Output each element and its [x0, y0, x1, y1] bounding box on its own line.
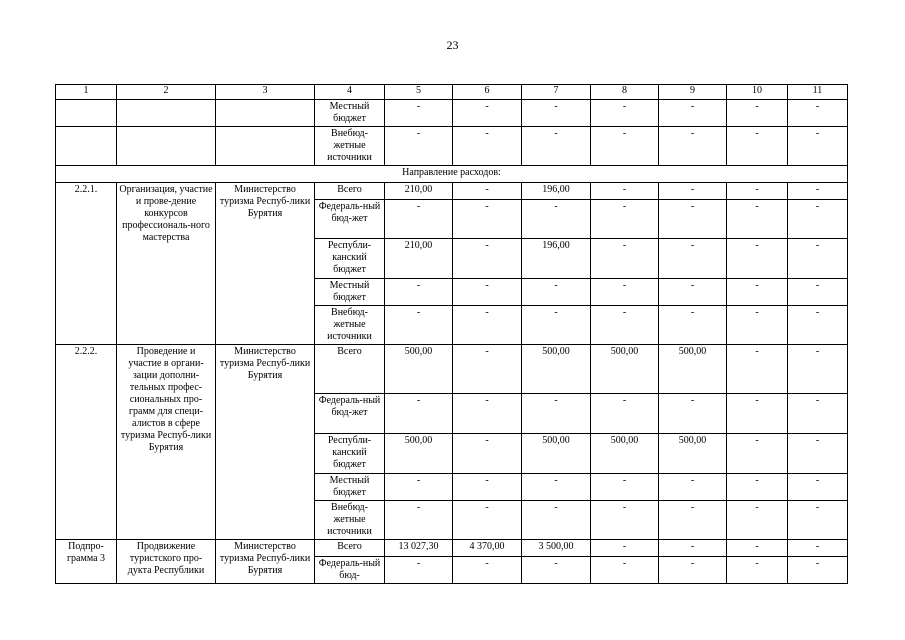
value-cell: - [659, 183, 727, 200]
executor-cell [216, 127, 315, 166]
value-cell: - [385, 501, 453, 540]
value-cell: - [659, 540, 727, 557]
value-cell: 196,00 [522, 239, 591, 279]
value-cell: - [659, 279, 727, 306]
value-cell: - [453, 127, 522, 166]
header-cell: 4 [315, 85, 385, 100]
header-cell: 5 [385, 85, 453, 100]
header-row [56, 85, 848, 100]
value-cell: - [788, 239, 848, 279]
value-cell: 500,00 [522, 345, 591, 394]
item-number-cell [56, 100, 117, 127]
value-cell: - [659, 306, 727, 345]
value-cell: - [788, 200, 848, 239]
header-cell: 11 [788, 85, 848, 100]
value-cell: - [788, 306, 848, 345]
value-cell: - [788, 474, 848, 501]
value-cell: - [591, 239, 659, 279]
value-cell: - [788, 279, 848, 306]
value-cell: - [591, 100, 659, 127]
value-cell: - [659, 474, 727, 501]
value-cell: - [727, 501, 788, 540]
value-cell: - [591, 183, 659, 200]
item-number-cell: Подпро-грамма 3 [56, 540, 117, 584]
item-name-cell: Продвижение туристского про-дукта Республики [117, 540, 216, 584]
value-cell: - [727, 434, 788, 474]
value-cell: - [788, 434, 848, 474]
value-cell: 210,00 [385, 183, 453, 200]
value-cell: - [727, 306, 788, 345]
value-cell: - [385, 306, 453, 345]
value-cell: - [788, 345, 848, 394]
header-cell: 2 [117, 85, 216, 100]
value-cell: - [788, 540, 848, 557]
value-cell: - [385, 100, 453, 127]
value-cell: - [522, 100, 591, 127]
header-cell: 10 [727, 85, 788, 100]
value-cell: - [727, 345, 788, 394]
value-cell: - [453, 501, 522, 540]
value-cell: - [385, 557, 453, 584]
value-cell: - [453, 100, 522, 127]
header-cell: 6 [453, 85, 522, 100]
value-cell: - [788, 127, 848, 166]
funding-source-cell: Всего [315, 183, 385, 200]
header-cell: 7 [522, 85, 591, 100]
value-cell: - [453, 394, 522, 434]
budget-table [55, 84, 848, 584]
value-cell: 500,00 [522, 434, 591, 474]
value-cell: - [591, 501, 659, 540]
value-cell: - [591, 200, 659, 239]
value-cell: - [727, 200, 788, 239]
funding-source-cell: Федераль-ный бюд-жет [315, 200, 385, 239]
table-row [56, 127, 848, 166]
funding-source-cell: Всего [315, 345, 385, 394]
value-cell: - [385, 279, 453, 306]
value-cell: - [591, 394, 659, 434]
value-cell: - [788, 557, 848, 584]
header-cell: 1 [56, 85, 117, 100]
value-cell: - [591, 540, 659, 557]
value-cell: - [788, 501, 848, 540]
value-cell: - [727, 100, 788, 127]
value-cell: - [727, 540, 788, 557]
value-cell: - [659, 100, 727, 127]
value-cell: - [591, 557, 659, 584]
value-cell: - [659, 394, 727, 434]
table-row [56, 345, 848, 394]
value-cell: - [385, 474, 453, 501]
value-cell: - [591, 127, 659, 166]
value-cell: - [727, 474, 788, 501]
value-cell: - [522, 394, 591, 434]
value-cell: 500,00 [591, 345, 659, 394]
value-cell: - [727, 127, 788, 166]
funding-source-cell: Федераль-ный бюд-жет [315, 394, 385, 434]
direction-label: Направление расходов: [56, 166, 848, 183]
executor-cell: Министерство туризма Респуб-лики Бурятия [216, 345, 315, 540]
value-cell: - [727, 557, 788, 584]
value-cell: - [385, 200, 453, 239]
value-cell: - [591, 474, 659, 501]
value-cell: 3 500,00 [522, 540, 591, 557]
value-cell: - [385, 394, 453, 434]
value-cell: 500,00 [659, 345, 727, 394]
table-row [56, 100, 848, 127]
item-name-cell [117, 127, 216, 166]
executor-cell: Министерство туризма Респуб-лики Бурятия [216, 183, 315, 345]
value-cell: 500,00 [659, 434, 727, 474]
value-cell: - [522, 557, 591, 584]
executor-cell [216, 100, 315, 127]
value-cell: 13 027,30 [385, 540, 453, 557]
value-cell: - [453, 474, 522, 501]
value-cell: - [788, 183, 848, 200]
item-name-cell: Проведение и участие в органи-зации дополни-тельных профес-сиональных про-грамм для специ-алистов в сфере туризма Респуб-лики Бурятия [117, 345, 216, 540]
funding-source-cell: Местный бюджет [315, 279, 385, 306]
page-number: 23 [446, 38, 459, 52]
value-cell: - [453, 279, 522, 306]
value-cell: - [591, 306, 659, 345]
header-cell: 3 [216, 85, 315, 100]
funding-source-cell: Местный бюджет [315, 474, 385, 501]
funding-source-cell: Федераль-ный бюд- [315, 557, 385, 584]
value-cell: - [727, 279, 788, 306]
value-cell: - [453, 557, 522, 584]
funding-source-cell: Внебюд-жетные источники [315, 501, 385, 540]
item-name-cell [117, 100, 216, 127]
value-cell: - [659, 239, 727, 279]
value-cell: - [727, 183, 788, 200]
table-row [56, 166, 848, 183]
value-cell: - [727, 239, 788, 279]
value-cell: - [453, 239, 522, 279]
header-cell: 9 [659, 85, 727, 100]
value-cell: - [522, 306, 591, 345]
value-cell: - [522, 474, 591, 501]
table-row [56, 540, 848, 557]
value-cell: - [522, 127, 591, 166]
value-cell: 210,00 [385, 239, 453, 279]
value-cell: - [453, 183, 522, 200]
value-cell: - [727, 394, 788, 434]
funding-source-cell: Местный бюджет [315, 100, 385, 127]
funding-source-cell: Внебюд-жетные источники [315, 127, 385, 166]
value-cell: - [522, 501, 591, 540]
value-cell: - [522, 279, 591, 306]
value-cell: - [385, 127, 453, 166]
value-cell: 500,00 [385, 345, 453, 394]
item-number-cell: 2.2.2. [56, 345, 117, 540]
value-cell: - [591, 279, 659, 306]
value-cell: - [659, 200, 727, 239]
value-cell: - [453, 306, 522, 345]
value-cell: 500,00 [385, 434, 453, 474]
value-cell: 196,00 [522, 183, 591, 200]
funding-source-cell: Внебюд-жетные источники [315, 306, 385, 345]
value-cell: - [659, 557, 727, 584]
value-cell: 4 370,00 [453, 540, 522, 557]
item-name-cell: Организация, участие и прове-дение конкурсов профессиональ-ного мастерства [117, 183, 216, 345]
value-cell: - [659, 127, 727, 166]
item-number-cell: 2.2.1. [56, 183, 117, 345]
value-cell: - [788, 100, 848, 127]
value-cell: - [453, 434, 522, 474]
value-cell: 500,00 [591, 434, 659, 474]
value-cell: - [453, 200, 522, 239]
value-cell: - [659, 501, 727, 540]
funding-source-cell: Всего [315, 540, 385, 557]
funding-source-cell: Республи-канский бюджет [315, 434, 385, 474]
table-row [56, 183, 848, 200]
value-cell: - [453, 345, 522, 394]
value-cell: - [788, 394, 848, 434]
header-cell: 8 [591, 85, 659, 100]
executor-cell: Министерство туризма Респуб-лики Бурятия [216, 540, 315, 584]
item-number-cell [56, 127, 117, 166]
value-cell: - [522, 200, 591, 239]
funding-source-cell: Республи-канский бюджет [315, 239, 385, 279]
